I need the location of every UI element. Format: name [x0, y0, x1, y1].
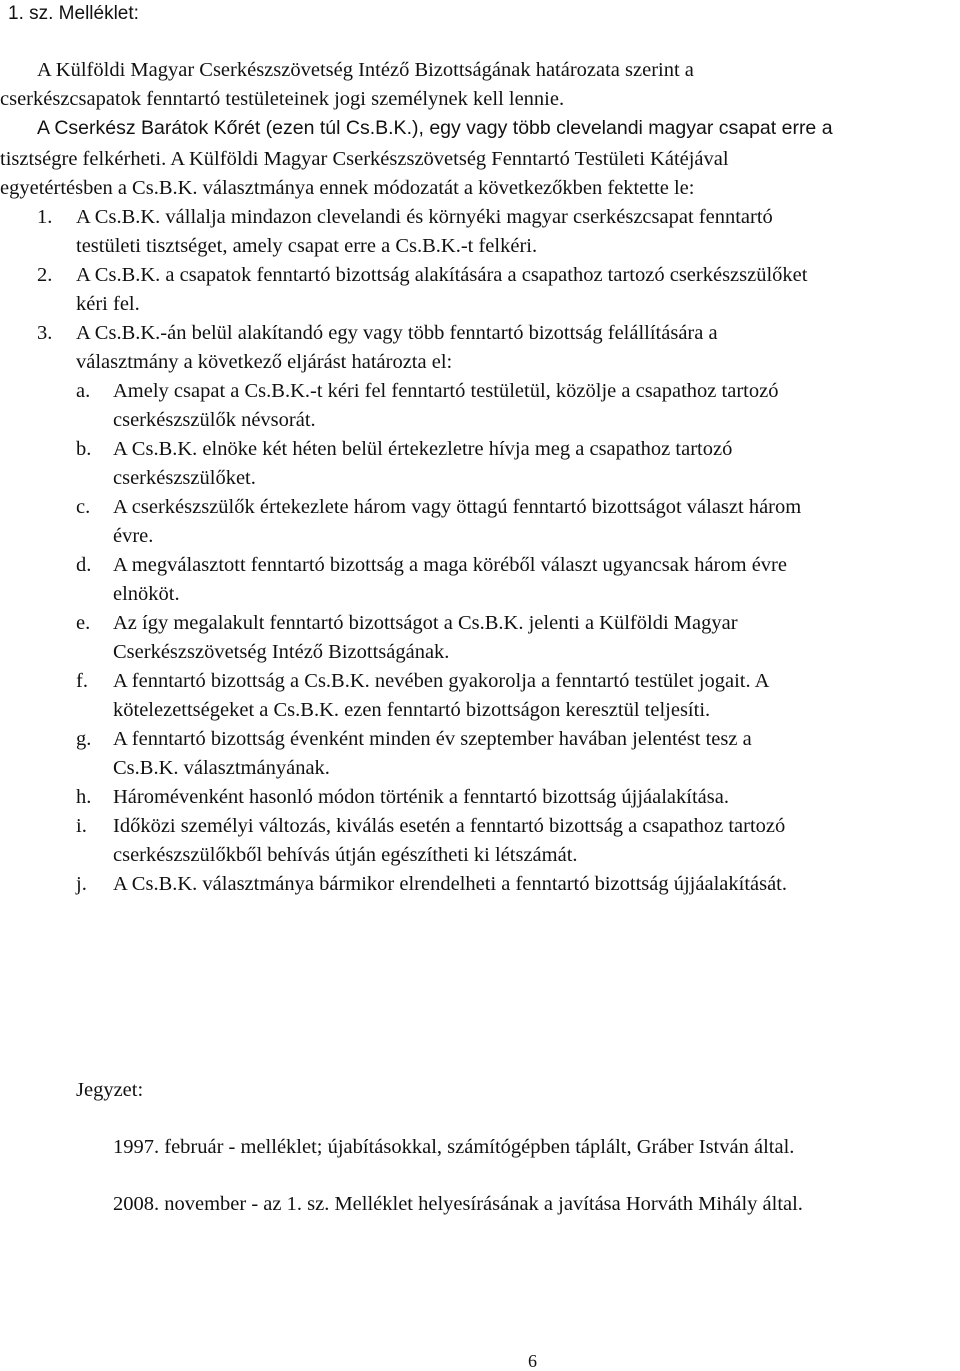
sublist-item-line: A Cs.B.K. választmánya bármikor elrendelheti a fenntartó bizottság újjáalakítását.: [113, 873, 788, 895]
sublist-item-line: A Cs.B.K. elnöke két héten belül értekezletre hívja meg a csapathoz tartozó: [113, 438, 733, 460]
sublist-item-line: Amely csapat a Cs.B.K.-t kéri fel fenntartó testületül, közölje a csapathoz tartozó: [113, 380, 779, 402]
list-item-line: kéri fel.: [76, 293, 140, 315]
sublist-item-line: évre.: [113, 525, 154, 547]
sublist-item-line: Cs.B.K. választmányának.: [113, 757, 330, 779]
sublist-item-line: A megválasztott fenntartó bizottság a maga köréből választ ugyancsak három évre: [113, 554, 787, 576]
sublist-item-line: A fenntartó bizottság évenként minden év szeptember havában jelentést tesz a: [113, 728, 752, 750]
list-item-line: A Cs.B.K.-án belül alakítandó egy vagy több fenntartó bizottság felállítására a: [76, 322, 718, 344]
sublist-marker: a.: [76, 380, 91, 402]
sublist-item-line: cserkészszülőket.: [113, 467, 256, 489]
intro-paragraph-2-line-1: A Cserkész Barátok Kőrét (ezen túl Cs.B.K.), egy vagy több clevelandi magyar csapat erre a: [37, 117, 833, 139]
list-item-line: választmány a következő eljárást határozta el:: [76, 351, 453, 373]
list-marker: 3.: [37, 322, 53, 344]
sublist-marker: j.: [76, 873, 87, 895]
sublist-item-line: cserkészszülőkből behívás útján egészítheti ki létszámát.: [113, 844, 578, 866]
intro-paragraph-2-line-3: egyetértésben a Cs.B.K. választmánya ennek módozatát a következőkben fektette le:: [0, 177, 695, 199]
list-item-line: A Cs.B.K. vállalja mindazon clevelandi és környéki magyar cserkészcsapat fenntartó: [76, 206, 773, 228]
list-item-line: testületi tisztséget, amely csapat erre a Cs.B.K.-t felkéri.: [76, 235, 538, 257]
page-number: 6: [528, 1351, 537, 1371]
sublist-item-line: Háromévenként hasonló módon történik a fenntartó bizottság újjáalakítása.: [113, 786, 729, 808]
note-entry: 2008. november - az 1. sz. Melléklet helyesírásának a javítása Horváth Mihály által.: [113, 1193, 803, 1215]
sublist-item-line: kötelezettségeket a Cs.B.K. ezen fenntartó bizottságon keresztül teljesíti.: [113, 699, 711, 721]
list-item-line: A Cs.B.K. a csapatok fenntartó bizottság alakítására a csapathoz tartozó cserkészszülőket: [76, 264, 808, 286]
list-marker: 2.: [37, 264, 53, 286]
sublist-marker: h.: [76, 786, 92, 808]
sublist-marker: e.: [76, 612, 91, 634]
sublist-marker: b.: [76, 438, 92, 460]
note-heading: Jegyzet:: [76, 1079, 144, 1101]
sublist-marker: d.: [76, 554, 92, 576]
page-title: 1. sz. Melléklet:: [8, 3, 139, 24]
sublist-marker: f.: [76, 670, 88, 692]
sublist-item-line: Időközi személyi változás, kiválás esetén a fenntartó bizottság a csapathoz tartozó: [113, 815, 786, 837]
intro-paragraph-2-line-2: tisztségre felkérheti. A Külföldi Magyar Cserkészszövetség Fenntartó Testületi Kátéjával: [0, 148, 729, 170]
sublist-item-line: A fenntartó bizottság a Cs.B.K. nevében gyakorolja a fenntartó testület jogait. A: [113, 670, 770, 692]
sublist-item-line: cserkészszülők névsorát.: [113, 409, 316, 431]
sublist-marker: g.: [76, 728, 92, 750]
sublist-item-line: A cserkészszülők értekezlete három vagy öttagú fenntartó bizottságot választ három: [113, 496, 802, 518]
sublist-item-line: Az így megalakult fenntartó bizottságot a Cs.B.K. jelenti a Külföldi Magyar: [113, 612, 738, 634]
list-marker: 1.: [37, 206, 53, 228]
sublist-marker: i.: [76, 815, 87, 837]
sublist-marker: c.: [76, 496, 91, 518]
intro-paragraph-1-line-2: cserkészcsapatok fenntartó testületeinek jogi személynek kell lennie.: [0, 88, 565, 110]
note-entry: 1997. február - melléklet; újabításokkal, számítógépben táplált, Gráber István által.: [113, 1136, 795, 1158]
sublist-item-line: Cserkészszövetség Intéző Bizottságának.: [113, 641, 450, 663]
sublist-item-line: elnököt.: [113, 583, 180, 605]
intro-paragraph-1-line-1: A Külföldi Magyar Cserkészszövetség Intéző Bizottságának határozata szerint a: [37, 59, 694, 81]
